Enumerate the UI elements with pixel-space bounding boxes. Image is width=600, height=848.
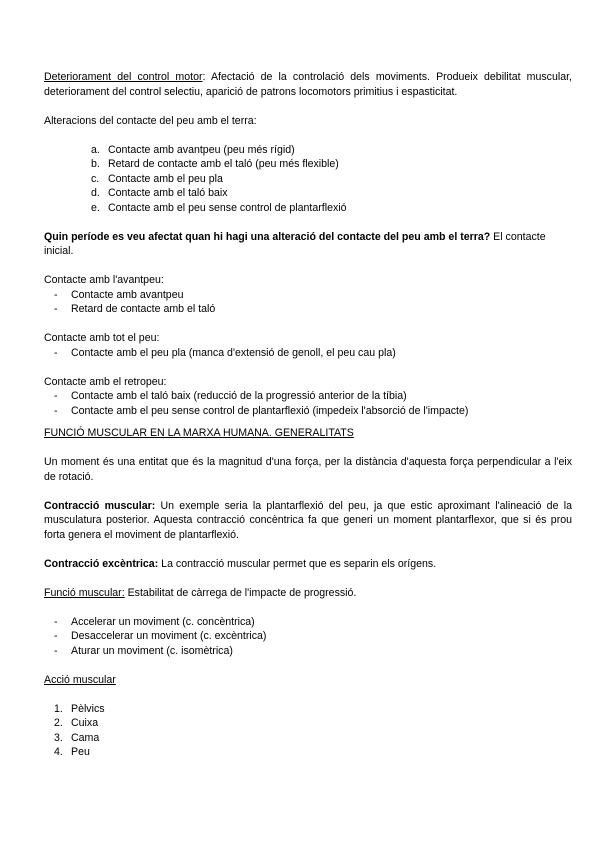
flat-foot-contact-list bbox=[44, 346, 572, 361]
list-marker: 2. bbox=[54, 717, 63, 729]
list-marker: c. bbox=[91, 172, 100, 185]
list-item-text: Retard de contacte amb el taló bbox=[71, 303, 216, 315]
list-item bbox=[54, 716, 572, 731]
section-heading: FUNCIÓ MUSCULAR EN LA MARXA HUMANA. GENERALITATS bbox=[44, 427, 354, 439]
eccentric-contraction-label: Contracció excèntrica: bbox=[44, 557, 159, 570]
list-item-text: Contacte amb el peu pla (manca d'extensió de genoll, el peu cau pla) bbox=[71, 346, 396, 359]
list-item bbox=[54, 288, 572, 303]
question-text: Quin període es veu afectat quan hi hagi una alteració del contacte del peu amb el terra? bbox=[44, 230, 491, 243]
list-marker: - bbox=[54, 288, 58, 301]
muscle-function-label: Funció muscular: bbox=[44, 586, 125, 599]
list-item bbox=[54, 702, 572, 717]
list-marker: 3. bbox=[54, 731, 63, 744]
list-item-text: Contacte amb el peu pla bbox=[108, 172, 223, 185]
list-marker: - bbox=[54, 615, 58, 628]
list-item bbox=[54, 629, 572, 644]
list-marker: - bbox=[54, 346, 58, 359]
muscle-contraction-text: Un exemple seria la plantarflexió del peu, ja que estic aproximant l'alineació de la musculatura posterior. Aquesta contracció concèntrica fa que generi un moment plantarflexor, que si és prou forta genera el moviment de plantarflexió. bbox=[44, 499, 572, 541]
muscle-action-title: Acció muscular bbox=[44, 673, 116, 686]
list-marker: a. bbox=[91, 143, 100, 156]
list-item bbox=[54, 731, 572, 746]
question-paragraph bbox=[44, 230, 572, 259]
list-item-text: Cuixa bbox=[71, 717, 99, 729]
muscle-contraction-label: Contracció muscular: bbox=[44, 499, 156, 512]
alterations-title: Alteracions del contacte del peu amb el terra: bbox=[44, 114, 257, 127]
list-item-text: Desaccelerar un moviment (c. excèntrica) bbox=[71, 630, 267, 642]
list-item bbox=[54, 302, 572, 317]
list-item-text: Contacte amb el taló baix bbox=[108, 187, 228, 199]
rearfoot-contact-title: Contacte amb el retropeu: bbox=[44, 375, 167, 388]
list-item-text: Contacte amb el taló baix (reducció de la progressió anterior de la tíbia) bbox=[71, 390, 407, 402]
alterations-list bbox=[44, 143, 572, 216]
list-item-text: Peu bbox=[71, 746, 90, 758]
eccentric-contraction-text: La contracció muscular permet que es separin els orígens. bbox=[158, 557, 437, 570]
list-item-text: Retard de contacte amb el taló (peu més flexible) bbox=[108, 158, 339, 170]
muscle-function-paragraph bbox=[44, 586, 572, 601]
list-item bbox=[54, 346, 572, 361]
list-item bbox=[54, 745, 572, 760]
list-item bbox=[54, 615, 572, 630]
list-item bbox=[91, 201, 572, 216]
list-item-text: Aturar un moviment (c. isomètrica) bbox=[71, 644, 233, 657]
muscle-function-list bbox=[44, 615, 572, 659]
forefoot-contact-list bbox=[44, 288, 572, 317]
moment-paragraph: Un moment és una entitat que és la magnitud d'una força, per la distància d'aquesta força perpendicular a l'eix de rotació. bbox=[44, 456, 572, 483]
muscle-function-text: Estabilitat de càrrega de l'impacte de progressió. bbox=[124, 586, 357, 599]
list-marker: e. bbox=[91, 201, 100, 214]
list-marker: d. bbox=[91, 187, 100, 199]
motor-control-paragraph bbox=[44, 70, 572, 99]
list-item-text: Contacte amb avantpeu bbox=[71, 288, 184, 301]
rearfoot-contact-list bbox=[44, 389, 572, 418]
list-item bbox=[91, 186, 572, 201]
list-marker: - bbox=[54, 404, 58, 417]
muscle-contraction-paragraph bbox=[44, 499, 572, 543]
motor-control-label: Deteriorament del control motor bbox=[44, 71, 203, 83]
list-marker: - bbox=[54, 644, 58, 657]
list-item bbox=[91, 143, 572, 158]
list-item bbox=[91, 172, 572, 187]
list-item-text: Pèlvics bbox=[71, 702, 105, 715]
document-page bbox=[44, 70, 572, 760]
list-marker: - bbox=[54, 303, 58, 315]
list-item-text: Contacte amb el peu sense control de plantarflexió (impedeix l'absorció de l'impacte) bbox=[71, 404, 469, 417]
list-marker: 1. bbox=[54, 702, 63, 715]
question-answer: El contacte inicial. bbox=[44, 230, 546, 257]
list-item-text: Accelerar un moviment (c. concèntrica) bbox=[71, 615, 255, 628]
list-item bbox=[54, 404, 572, 419]
flat-foot-contact-title: Contacte amb tot el peu: bbox=[44, 332, 160, 344]
list-marker: 4. bbox=[54, 746, 63, 758]
list-marker: - bbox=[54, 630, 58, 642]
list-item-text: Contacte amb avantpeu (peu més rígid) bbox=[108, 143, 295, 156]
list-item-text: Cama bbox=[71, 731, 100, 744]
list-item bbox=[54, 389, 572, 404]
list-marker: - bbox=[54, 390, 58, 402]
muscle-action-list bbox=[44, 702, 572, 760]
list-item-text: Contacte amb el peu sense control de plantarflexió bbox=[108, 201, 347, 214]
list-item bbox=[54, 644, 572, 659]
list-item bbox=[91, 157, 572, 172]
label-separator: : bbox=[202, 71, 211, 83]
eccentric-contraction-paragraph bbox=[44, 557, 572, 572]
motor-control-text: Afectació de la controlació dels moviments. Produeix debilitat muscular, deteriorament del control selectiu, aparició de patrons locomotors primitius i espasticitat. bbox=[44, 71, 572, 98]
forefoot-contact-title: Contacte amb l'avantpeu: bbox=[44, 274, 164, 286]
list-marker: b. bbox=[91, 158, 100, 170]
